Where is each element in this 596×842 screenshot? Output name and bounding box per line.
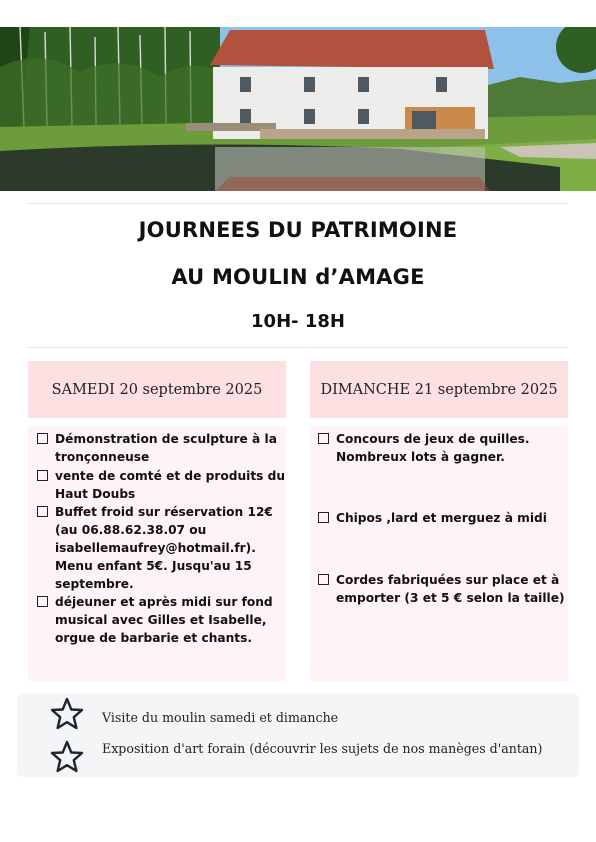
checkbox-icon bbox=[37, 506, 48, 517]
footer-box bbox=[17, 693, 579, 777]
star-icon bbox=[50, 697, 84, 731]
event-venue: AU MOULIN d’AMAGE bbox=[171, 265, 425, 289]
event-title: JOURNEES DU PATRIMOINE bbox=[138, 218, 458, 242]
list-item-text: Buffet froid sur réservation 12€ (au 06.88.62.38.07 ou isabellemaufrey@hotmail.fr). Menu enfant 5€. Jusqu'au 15 septembre. bbox=[55, 505, 273, 591]
list-item bbox=[318, 509, 547, 527]
checkbox-icon bbox=[318, 574, 329, 585]
checkbox-icon bbox=[318, 512, 329, 523]
checkbox-icon bbox=[37, 470, 48, 481]
divider bbox=[28, 347, 568, 348]
list-item bbox=[318, 571, 565, 607]
sunday-heading: DIMANCHE 21 septembre 2025 bbox=[310, 361, 568, 418]
event-hours: 10H- 18H bbox=[251, 311, 345, 332]
list-item bbox=[37, 593, 273, 647]
header-photo bbox=[0, 27, 596, 191]
list-item bbox=[37, 467, 285, 503]
checkbox-icon bbox=[318, 433, 329, 444]
watermill-photo bbox=[0, 27, 596, 191]
divider bbox=[28, 203, 568, 204]
list-item-text: vente de comté et de produits du Haut Doubs bbox=[55, 469, 286, 501]
checkbox-icon bbox=[37, 433, 48, 444]
list-item bbox=[318, 430, 530, 466]
list-item bbox=[37, 503, 273, 593]
checkbox-icon bbox=[37, 596, 48, 607]
list-item-text: Concours de jeux de quilles. Nombreux lots à gagner. bbox=[336, 432, 530, 464]
footer-item-text: Visite du moulin samedi et dimanche bbox=[102, 710, 339, 725]
star-icon bbox=[50, 740, 84, 774]
footer-item-text: Exposition d'art forain (découvrir les sujets de nos manèges d'antan) bbox=[102, 741, 543, 756]
list-item-text: Chipos ,lard et merguez à midi bbox=[336, 511, 547, 525]
list-item-text: déjeuner et après midi sur fond musical avec Gilles et Isabelle, orgue de barbarie et chants. bbox=[55, 595, 273, 645]
list-item bbox=[37, 430, 277, 466]
saturday-heading: SAMEDI 20 septembre 2025 bbox=[28, 361, 286, 418]
list-item-text: Cordes fabriquées sur place et à emporter (3 et 5 € selon la taille) bbox=[336, 573, 565, 605]
list-item-text: Démonstration de sculpture à la tronçonneuse bbox=[55, 432, 277, 464]
